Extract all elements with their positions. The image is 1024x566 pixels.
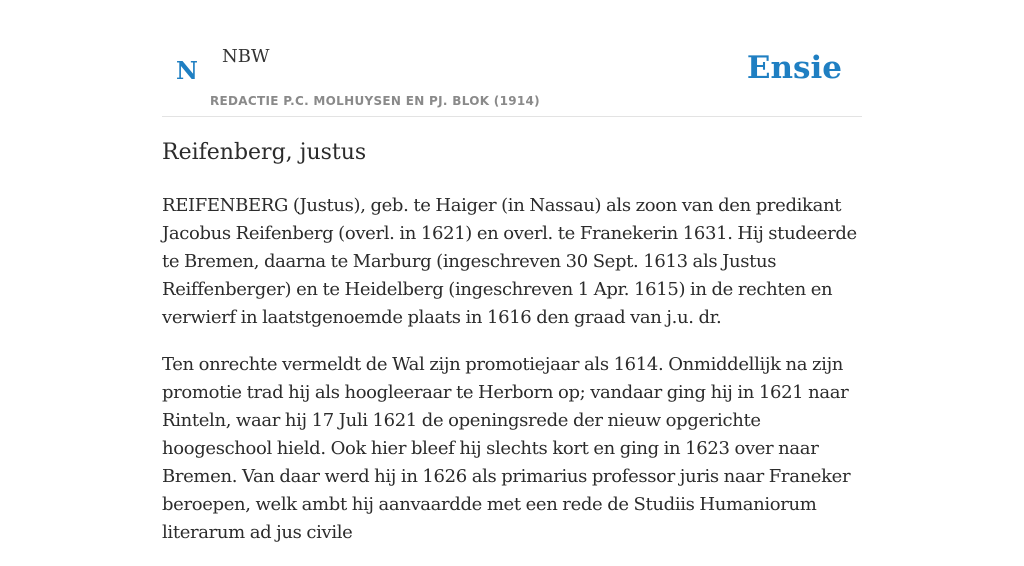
article-body [162, 192, 862, 566]
source-logo-icon[interactable]: N [176, 56, 198, 85]
source-editors: REDACTIE P.C. MOLHUYSEN EN PJ. BLOK (1914) [210, 94, 540, 108]
header [162, 0, 862, 117]
brand-logo[interactable]: Ensie [746, 50, 842, 86]
article-paragraph: REIFENBERG (Justus), geb. te Haiger (in Nassau) als zoon van den predikant Jacobus Reifenberg (overl. in 1621) en overl. te Franekerin 1631. Hij studeerde te Bremen, daarna te Marburg (ingeschreven 30 Sept. 1613 als Justus Reiffenberger) en te Heidelberg (ingeschreven 1 Apr. 1615) in de rechten en verwierf in laatstgenoemde plaats in 1616 den graad van j.u. dr. [162, 195, 857, 328]
source-name[interactable]: NBW [222, 46, 270, 67]
article-title: Reifenberg, justus [162, 140, 367, 165]
article-paragraph: Ten onrechte vermeldt de Wal zijn promotiejaar als 1614. Onmiddellijk na zijn promotie trad hij als hoogleeraar te Herborn op; vandaar ging hij in 1621 naar Rinteln, waar hij 17 Juli 1621 de openingsrede der nieuw opgerichte hoogeschool hield. Ook hier bleef hij slechts kort en ging in 1623 over naar Bremen. Van daar werd hij in 1626 als primarius professor juris naar Franeker beroepen, welk ambt hij aanvaardde met een rede de Studiis Humaniorum literarum ad jus civile [162, 354, 851, 543]
